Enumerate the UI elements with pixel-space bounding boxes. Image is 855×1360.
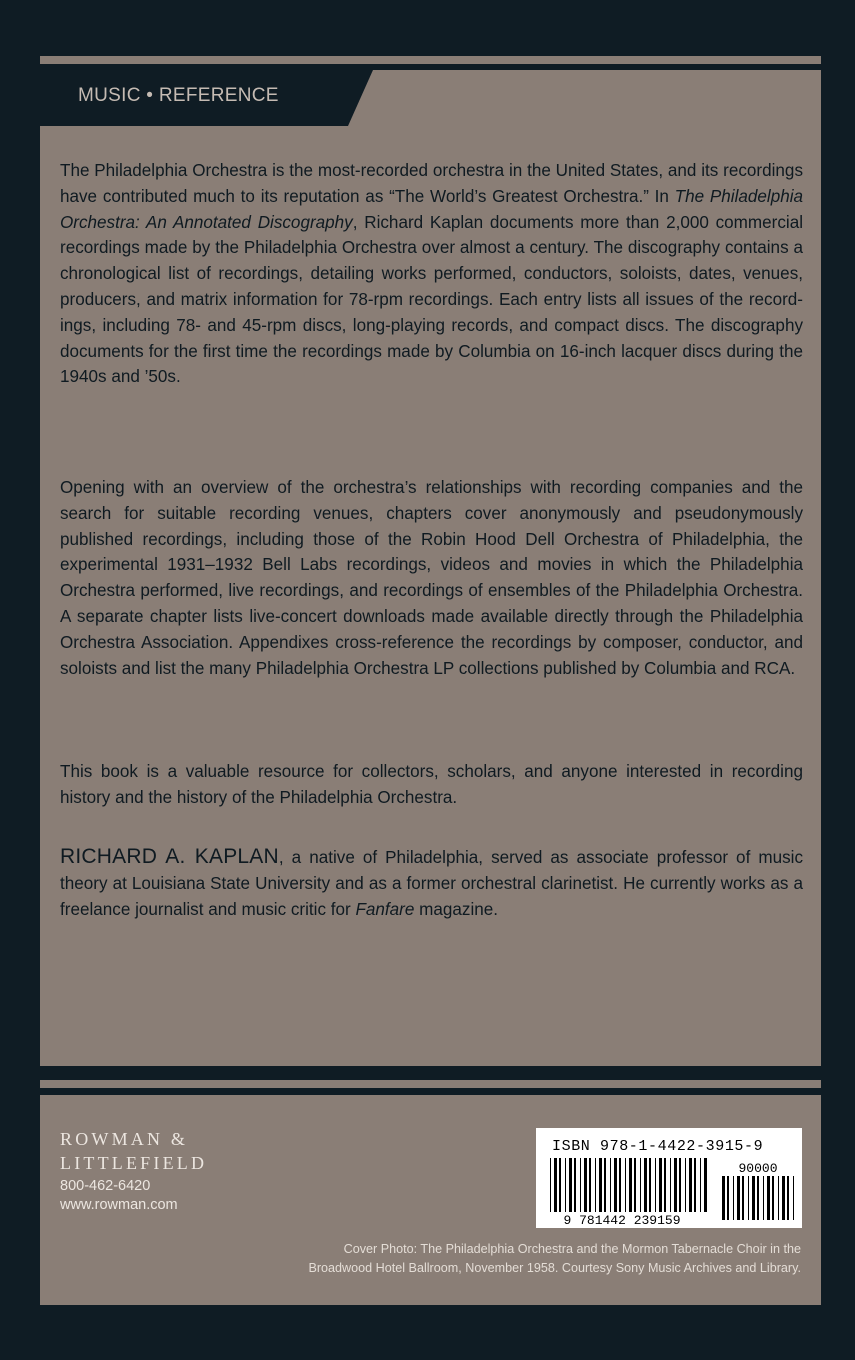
barcode-bar	[574, 1158, 576, 1212]
author-name: RICHARD A. KAPLAN	[60, 845, 279, 868]
barcode-bar	[664, 1158, 666, 1212]
barcode-bar	[655, 1158, 656, 1212]
barcode-bar	[674, 1158, 677, 1212]
barcode-bar	[742, 1176, 744, 1220]
barcode-bar	[550, 1158, 551, 1212]
author-bio-text-b: magazine.	[414, 899, 499, 919]
barcode-bar	[559, 1158, 561, 1212]
p1-text-a: The Philadelphia Orchestra is the most-recorded orchestra in the United States, and its recordings have contributed much to its reputation as “The World’s Greatest Orchestra.” In	[60, 161, 803, 206]
barcode-bar	[679, 1158, 681, 1212]
barcode-bar	[610, 1158, 611, 1212]
barcode-bar	[685, 1158, 686, 1212]
author-bio-text-a: , a native of Philadelphia, served as associate professor of music theory at Louisiana State University and as a former orchestral clarinetist. He currently works as a freelance journalist and music critic for	[60, 848, 803, 919]
book-title: The Philadelphia Orchestra: An Annotated Discography	[60, 186, 804, 232]
barcode-bar	[584, 1158, 587, 1212]
description-paragraph-3: This book is a valuable resource for collectors, scholars, and anyone interested in recording history and the history of the Philadelphia Orchestra.	[60, 762, 803, 807]
publisher-name-line-2: LITTLEFIELD	[60, 1153, 208, 1173]
barcode-bar	[748, 1176, 749, 1220]
footer-rule	[40, 1080, 821, 1088]
barcode-bar	[644, 1158, 647, 1212]
barcode-bar	[778, 1176, 779, 1220]
barcode-bar	[787, 1176, 789, 1220]
barcode-bar	[793, 1176, 794, 1220]
publisher-name-line-1: ROWMAN &	[60, 1129, 189, 1149]
barcode-bar	[694, 1158, 696, 1212]
barcode-bar	[554, 1158, 557, 1212]
barcode-bar	[757, 1176, 759, 1220]
isbn-number: ISBN 978-1-4422-3915-9	[552, 1138, 764, 1155]
barcode-bar	[569, 1158, 572, 1212]
caption-line-1: Cover Photo: The Philadelphia Orchestra and the Mormon Tabernacle Choir in the	[343, 1242, 801, 1256]
barcode-bar	[580, 1158, 581, 1212]
barcode-bar	[565, 1158, 566, 1212]
barcode-bar	[722, 1176, 725, 1220]
top-rule	[40, 56, 821, 64]
description-paragraph-1	[60, 158, 803, 390]
barcode-bar	[767, 1176, 770, 1220]
barcode-bar	[752, 1176, 755, 1220]
publisher-logo	[60, 1127, 207, 1175]
barcode-bar	[772, 1176, 774, 1220]
description-paragraph-2: Opening with an overview of the orchestra’s relationships with recording companies and the search for suitable recording venues, chapters cover anonymously and pseudonymously published recordings, including those of the Robin Hood Dell Orchestra of Philadelphia, the experimental 1931–1932 Bell Labs recordings, videos and movies in which the Philadelphia Orchestra performed, live recordings, and recordings of ensembles of the Philadelphia Orchestra. A separate chapter lists live-concert downloads made available directly through the Philadelphia Orchestra Association. Appendixes cross-reference the recordings by composer, conductor, and soloists and list the many Philadelphia Orchestra LP collections published by Columbia and RCA.	[60, 478, 803, 678]
author-bio	[60, 844, 803, 922]
barcode-bar	[604, 1158, 606, 1212]
barcode-bar	[733, 1176, 734, 1220]
barcode-bar	[640, 1158, 641, 1212]
caption-line-2: Broadwood Hotel Ballroom, November 1958. Courtesy Sony Music Archives and Library.	[308, 1261, 801, 1275]
barcode-bar	[599, 1158, 602, 1212]
publisher-website: www.rowman.com	[60, 1197, 178, 1213]
category-label: MUSIC • REFERENCE	[78, 85, 279, 106]
barcode-bar	[649, 1158, 651, 1212]
barcode-bar	[700, 1158, 701, 1212]
barcode-bar	[689, 1158, 692, 1212]
barcode-bar	[670, 1158, 671, 1212]
barcode-bar	[589, 1158, 591, 1212]
barcode-bar	[659, 1158, 662, 1212]
barcode-bar	[629, 1158, 632, 1212]
barcode-bar	[619, 1158, 621, 1212]
barcode-bar	[595, 1158, 596, 1212]
publisher-phone: 800-462-6420	[60, 1178, 151, 1194]
p1-text-b: , Richard Kaplan documents more than 2,000 commercial recordings made by the Philadelphia Orchestra over almost a century. The discography contains a chronological list of recordings, detailing works performed, conductors, soloists, dates, venues, producers, and matrix information for 78-rpm recordings. Each entry lists all issues of the recordings, including 78- and 45-rpm discs, long-playing records, and compact discs. The discography documents for the first time the recordings made by Columbia on 16-inch lacquer discs during the 1940s and ’50s.	[60, 212, 804, 387]
price-code: 90000	[738, 1161, 778, 1176]
barcode	[536, 1128, 802, 1228]
cover-photo-caption	[181, 1240, 801, 1278]
magazine-title: Fanfare	[355, 899, 415, 919]
barcode-bar	[737, 1176, 740, 1220]
barcode-bar	[634, 1158, 636, 1212]
barcode-bar	[727, 1176, 729, 1220]
barcode-bar	[763, 1176, 764, 1220]
barcode-bar	[614, 1158, 617, 1212]
barcode-bar	[704, 1158, 707, 1212]
barcode-bar	[625, 1158, 626, 1212]
ean-digits: 9 781442 239159	[563, 1213, 681, 1228]
barcode-bar	[782, 1176, 785, 1220]
